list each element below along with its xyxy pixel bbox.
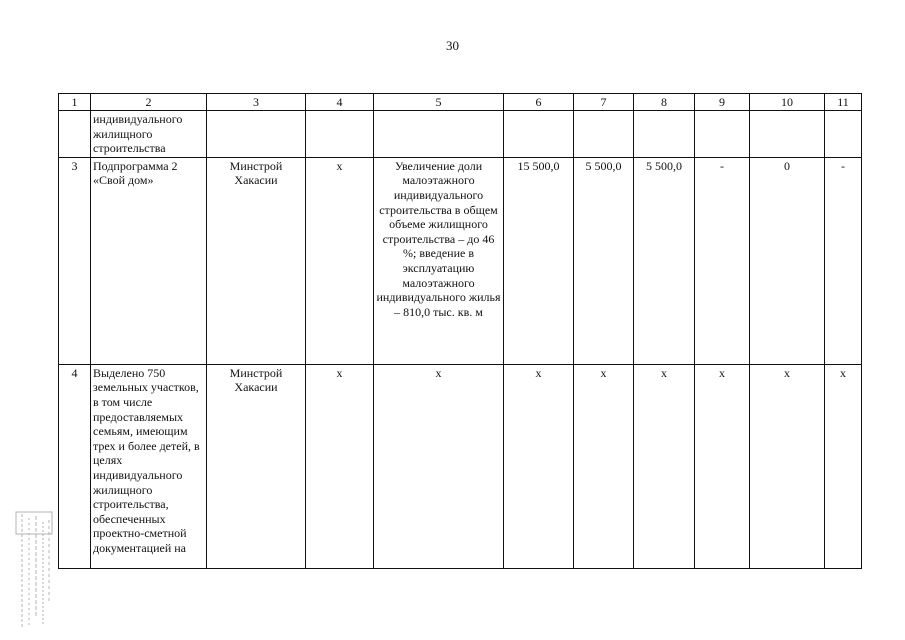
- column-header: 3: [207, 94, 306, 111]
- table-cell: x: [306, 364, 374, 568]
- value-cell: 5 500,0: [574, 157, 634, 364]
- activity-name-cell: Выделено 750 земельных участков, в том числе предоставляемых семьям, имеющим трех и более детей, в целях индивидуального жилищного строительства, обеспеченных проектно-сметной документацией на: [91, 364, 207, 568]
- value-cell: x: [504, 364, 574, 568]
- value-cell: -: [695, 157, 750, 364]
- value-cell: x: [574, 364, 634, 568]
- column-header: 5: [374, 94, 504, 111]
- column-header: 1: [59, 94, 91, 111]
- value-cell: x: [825, 364, 862, 568]
- table-row: [59, 157, 862, 364]
- column-header: 2: [91, 94, 207, 111]
- value-cell: [574, 111, 634, 158]
- page-number: 30: [446, 38, 459, 53]
- value-cell: x: [750, 364, 825, 568]
- row-number-cell: 3: [59, 157, 91, 364]
- responsible-cell: Минстрой Хакасии: [207, 157, 306, 364]
- result-cell: Увеличение доли малоэтажного индивидуального строительства в общем объеме жилищного строительства – до 46 %; введение в эксплуатацию малоэтажного индивидуального жилья – 810,0 тыс. кв. м: [374, 157, 504, 364]
- value-cell: x: [695, 364, 750, 568]
- value-cell: [695, 111, 750, 158]
- table-row: [59, 364, 862, 568]
- column-header: 6: [504, 94, 574, 111]
- column-header: 8: [634, 94, 695, 111]
- activity-name-cell: Подпрограмма 2 «Свой дом»: [91, 157, 207, 364]
- program-table: [58, 93, 862, 569]
- column-header: 11: [825, 94, 862, 111]
- table-row: [59, 111, 862, 158]
- column-header: 4: [306, 94, 374, 111]
- table-cell: [306, 111, 374, 158]
- value-cell: [825, 111, 862, 158]
- value-cell: 15 500,0: [504, 157, 574, 364]
- row-number-cell: [59, 111, 91, 158]
- responsible-cell: Минстрой Хакасии: [207, 364, 306, 568]
- column-header: 9: [695, 94, 750, 111]
- value-cell: [750, 111, 825, 158]
- value-cell: 5 500,0: [634, 157, 695, 364]
- column-header: 10: [750, 94, 825, 111]
- table-cell: x: [306, 157, 374, 364]
- result-cell: [374, 111, 504, 158]
- column-header: 7: [574, 94, 634, 111]
- result-cell: x: [374, 364, 504, 568]
- activity-name-cell: индивидуального жилищного строительства: [91, 111, 207, 158]
- row-number-cell: 4: [59, 364, 91, 568]
- value-cell: -: [825, 157, 862, 364]
- value-cell: x: [634, 364, 695, 568]
- value-cell: 0: [750, 157, 825, 364]
- responsible-cell: [207, 111, 306, 158]
- value-cell: [634, 111, 695, 158]
- table-header-row: [59, 94, 862, 111]
- margin-stamp-mark: [14, 508, 54, 632]
- value-cell: [504, 111, 574, 158]
